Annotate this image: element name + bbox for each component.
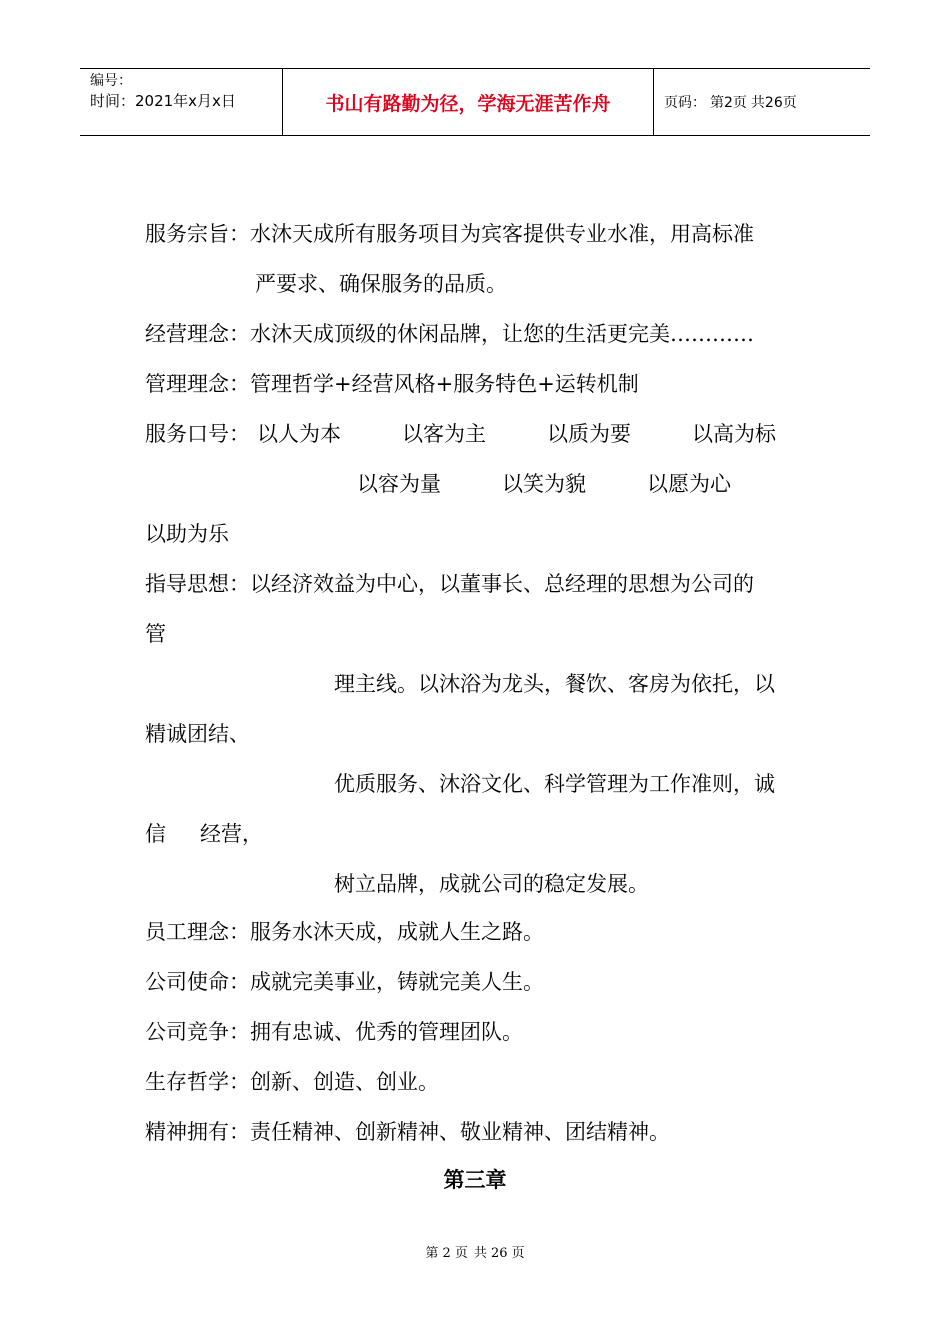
header-page-cell — [654, 69, 870, 135]
header-page-total: 共26页 — [750, 95, 797, 111]
page-footer — [0, 1245, 950, 1263]
footer-page-current: 第 2 页 — [425, 1246, 468, 1261]
guiding-thought-line1: 指导思想：以经济效益为中心，以董事长、总经理的思想为公司的 — [145, 572, 754, 596]
service-purpose-line2: 严要求、确保服务的品质。 — [255, 272, 507, 296]
footer-page-total: 共 26 页 — [473, 1246, 525, 1261]
header-page-info — [664, 93, 801, 113]
header-motto: 书山有路勤为径，学海无涯苦作舟 — [325, 93, 611, 115]
guiding-thought-line6a: 信 — [145, 822, 166, 846]
document-number-label: 编号： — [90, 73, 132, 89]
guiding-thought-line5: 优质服务、沐浴文化、科学管理为工作准则，诚 — [334, 772, 775, 796]
company-competition: 公司竞争：拥有忠诚、优秀的管理团队。 — [145, 1020, 523, 1044]
slogan-item: 以客为主 — [402, 422, 486, 446]
service-purpose-line1: 服务宗旨：水沐天成所有服务项目为宾客提供专业水准，用高标准 — [145, 222, 754, 246]
survival-philosophy: 生存哲学：创新、创造、创业。 — [145, 1070, 439, 1094]
slogan-item: 以笑为貌 — [502, 472, 586, 496]
guiding-thought-line3: 理主线。以沐浴为龙头，餐饮、客房为依托，以 — [334, 672, 775, 696]
business-philosophy: 经营理念：水沐天成顶级的休闲品牌，让您的生活更完美………… — [145, 322, 754, 346]
page-header — [80, 68, 870, 136]
header-left-cell — [80, 69, 282, 135]
header-motto-cell — [282, 69, 654, 135]
slogan-item: 以助为乐 — [145, 522, 229, 546]
slogan-item: 以容为量 — [357, 472, 441, 496]
guiding-thought-line2: 管 — [145, 622, 166, 646]
management-philosophy: 管理理念：管理哲学+经营风格+服务特色+运转机制 — [145, 372, 639, 396]
slogan-item: 以质为要 — [547, 422, 631, 446]
chapter-title: 第三章 — [443, 1168, 507, 1192]
company-mission: 公司使命：成就完美事业，铸就完美人生。 — [145, 970, 544, 994]
slogan-item: 以人为本 — [257, 422, 341, 446]
slogan-item: 以高为标 — [692, 422, 776, 446]
header-page-label: 页码： — [664, 95, 706, 111]
document-time-label: 时间：2021年x月x日 — [90, 92, 236, 110]
employee-philosophy: 员工理念：服务水沐天成，成就人生之路。 — [145, 920, 544, 944]
slogan-item: 以愿为心 — [647, 472, 731, 496]
guiding-thought-line4: 精诚团结、 — [145, 722, 250, 746]
slogans-label: 服务口号： — [145, 422, 250, 446]
spirit-statement: 精神拥有：责任精神、创新精神、敬业精神、团结精神。 — [145, 1120, 670, 1144]
header-page-current: 第2页 — [710, 95, 747, 111]
guiding-thought-line6b: 经营， — [200, 822, 263, 846]
guiding-thought-line7: 树立品牌，成就公司的稳定发展。 — [334, 872, 649, 896]
